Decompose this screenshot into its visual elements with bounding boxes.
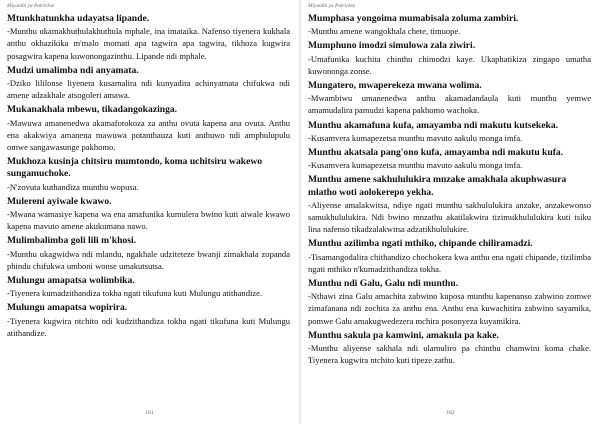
proverb-title: Munthu sakula pa kamwini, amakula pa kake. bbox=[308, 329, 499, 341]
left-page bbox=[0, 0, 299, 424]
proverb-title: Munthu azilimba ngati mthiko, chipande chiliramadzi. bbox=[308, 238, 533, 250]
proverb-explanation: -Tiyenera kumadzithandiza tokha ngati tikufuna kuti Mulungu atithandize. bbox=[7, 288, 263, 299]
proverb-title: Mumphuno imodzi simulowa zala ziwiri. bbox=[308, 40, 476, 52]
proverb-entry bbox=[308, 80, 591, 117]
proverb-entry bbox=[308, 330, 591, 367]
proverb-explanation: -Munthu aliyense sakhala ndi ulamuliro pa chinthu chamwini koma chake. Tiyenera kugwira ntchito kuti tipeze zathu. bbox=[308, 343, 591, 366]
proverb-explanation: -Munthu ukagwidwa ndi mlandu, ngakhale udziteteze bwanji zimakhala zopanda phindu chifukwa umboni wonse umakutsutsa. bbox=[7, 248, 290, 271]
proverb-entry bbox=[7, 275, 290, 299]
proverb-title: Munthu akatsala pang'ono kufa, amayamba ndi makutu kufa. bbox=[308, 147, 564, 159]
proverb-entry bbox=[308, 174, 591, 235]
proverb-title: Mungatero, mwaperekeza mwana wolima. bbox=[308, 80, 482, 92]
proverb-entry bbox=[7, 104, 290, 153]
proverb-explanation: -N'zovuta kuthandiza munthu wopusa. bbox=[7, 181, 139, 192]
proverb-entry bbox=[308, 40, 591, 77]
proverb-explanation: -Aliyense amalakwitsa, ndiye ngati munthu sakhululukira anzake, anzakewonso samukhululukira. Ndi bwino mnzathu akatilakwira tizimukhululukira kuti tsiku lina nafenso tikadzalakwitsa adzatikhululukire. bbox=[308, 199, 591, 235]
proverb-title: Mumphasa yongoima mumabisala zoluma zambiri. bbox=[308, 13, 519, 24]
proverb-entry bbox=[308, 147, 591, 171]
page-content bbox=[308, 13, 591, 369]
proverb-explanation: -Tiyenera kugwira ntchito ndi kudzithandiza tokha ngati tikufuna kuti Mulungu atithandize. bbox=[7, 315, 290, 338]
proverb-title: Mulungu amapatsa wopirira. bbox=[7, 302, 128, 314]
proverb-explanation: -Kusamvera kumapezetsa munthu mavuto aakulu monga imfa. bbox=[308, 132, 523, 143]
proverb-explanation: -Munthu amene wangokhala chete, timuope. bbox=[308, 26, 461, 37]
running-head: Miyambi ya Patrickse bbox=[7, 3, 55, 9]
proverb-explanation: -Nthawi zina Galu amachita zabwino kuposa munthu kapenanso zabwino zomwe zimafanana ndi zochita za anthu ena. Anthu ena kuwachitira zabwino sayamika, pomwe Galu amakugwedezera mchira posonyeza kuyamikira. bbox=[308, 291, 591, 326]
proverb-explanation: -Kusamvera kumapezetsa munthu mavuto aakulu monga imfa. bbox=[308, 160, 523, 171]
proverb-explanation: -Mwana wamasiye kapena wa ena amafunika kumulera bwino kuti aiwale kwawo kapena mavuto amene akukumana nawo. bbox=[7, 209, 290, 232]
proverb-title: Mulungu amapatsa wolimbika. bbox=[7, 275, 135, 287]
proverb-explanation: -Dziko lililonse liyenera kusamalira ndi kunyadira achinyamata chifukwa ndi amene adzakhale atsogoleri amawa. bbox=[7, 78, 290, 101]
page-number: 162 bbox=[446, 410, 455, 416]
proverb-title: Munthu akamafuna kufa, amayamba ndi makutu kutsekeka. bbox=[308, 119, 559, 131]
proverb-title: Mtunkhatunkha udayatsa lipande. bbox=[7, 13, 150, 24]
proverb-entry bbox=[7, 13, 290, 62]
proverb-entry bbox=[308, 238, 591, 275]
proverb-entry bbox=[7, 156, 290, 193]
proverb-entry bbox=[7, 235, 290, 272]
proverb-title: Mukhoza kusinja chitsiru mumtondo, koma uchitsiru wakewo sungamuchoke. bbox=[7, 156, 263, 180]
proverb-entry bbox=[7, 302, 290, 339]
page-content bbox=[7, 13, 290, 342]
proverb-title: Munthu ndi Galu, Galu ndi munthu. bbox=[308, 278, 459, 290]
proverb-explanation: -Tisamangodalira chithandizo chochokera kwa anthu ena ngati chipande, tizilimba ngati mthiko n'kumadzithandiza tokha. bbox=[308, 251, 591, 274]
proverb-entry bbox=[308, 278, 591, 327]
proverb-explanation: -Munthu ukamakhuthulakhuthula mphale, ina imataika. Nafenso tiyenera kukhala anthu okhazikika m'malo momati apa tagwira apa tagwira, tikhoza kugwira posagwira kapena kuwonongazinthu. Lipande ndi mphale. bbox=[7, 26, 290, 61]
proverb-entry bbox=[7, 65, 290, 102]
proverb-entry bbox=[308, 120, 591, 144]
page-number: 161 bbox=[145, 410, 154, 416]
proverb-title: Mulimbalimba goli lili m'khosi. bbox=[7, 235, 137, 247]
proverb-explanation: -Umafunika kuchita chinthu chimodzi kaye. Ukaphatikiza zingapo umatha kuwononga zonse. bbox=[308, 53, 591, 76]
proverb-title: Munthu amene sakhululukira mnzake amakhala akuphwasura mlatho woti aolokerepo yekha. bbox=[308, 174, 567, 198]
proverb-entry bbox=[7, 196, 290, 233]
right-page bbox=[301, 0, 600, 424]
running-head: Miyambi ya Patrickse bbox=[308, 3, 356, 9]
proverb-explanation: -Mawuwa amanenedwa akamafotokoza za anthu ovuta kapena ana ovuta. Anthu ena akakwiya amanena mawuwa potanthauza kuti anthuwo ndi amphulupulu omwe sangawasunge pakhomo. bbox=[7, 117, 290, 153]
proverb-title: Mudzi umalimba ndi anyamata. bbox=[7, 64, 139, 76]
proverb-title: Mulereni ayiwale kwawo. bbox=[7, 195, 112, 207]
proverb-explanation: -Mwambiwu umanenedwa anthu akamadandaula kuti munthu yemwe amamudalira pamudzi kapena pakhomo wachoka. bbox=[308, 93, 591, 116]
proverb-entry bbox=[308, 13, 591, 37]
proverb-title: Mukanakhala mbewu, tikadangokazinga. bbox=[7, 104, 178, 116]
